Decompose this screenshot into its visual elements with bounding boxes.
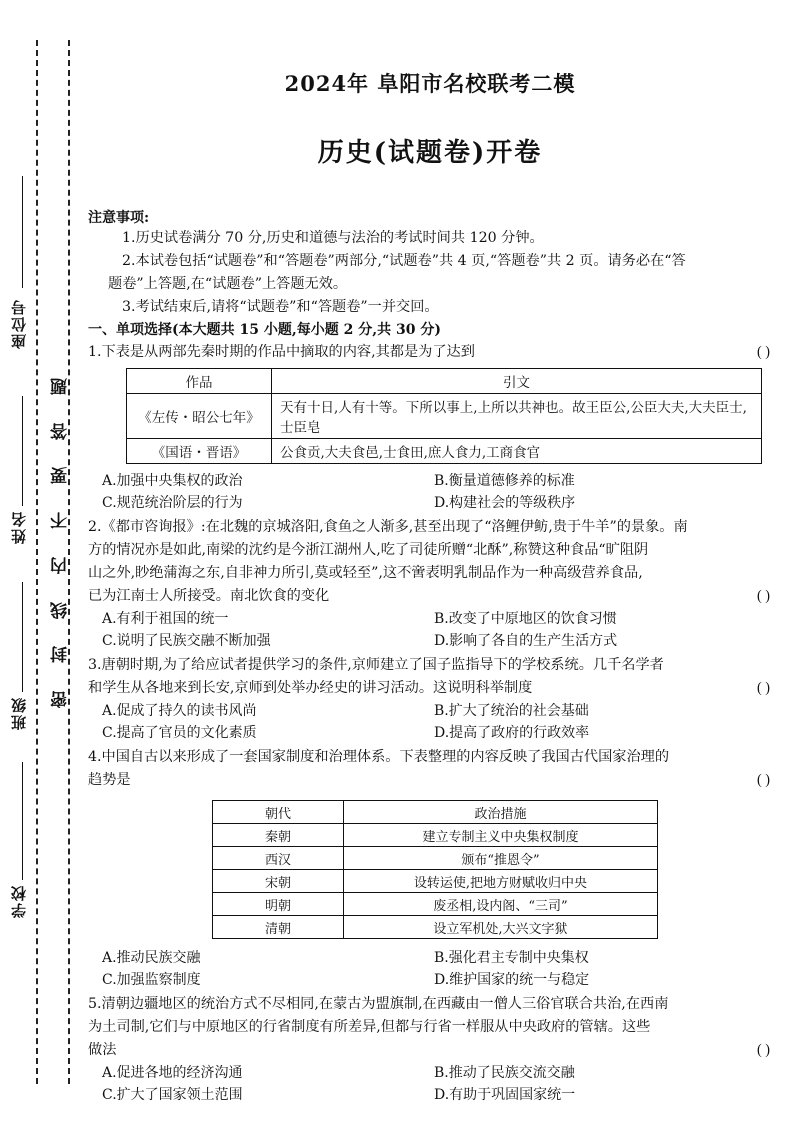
answer-paren: ( ): [757, 680, 770, 696]
option-d: D.构建社会的等级秩序: [434, 495, 576, 511]
table-cell-dynasty: 秦朝: [213, 824, 344, 847]
class-label: 班级: [10, 696, 28, 730]
table-cell-work: 《国语・晋语》: [127, 439, 272, 464]
note-item: 2.本试卷包括“试题卷”和“答题卷”两部分,“试题卷”共 4 页,“答题卷”共 2 页。请务必在“答: [122, 253, 686, 269]
option-c: C.说明了民族交融不断加强: [102, 633, 271, 649]
table-cell-measure: 设转运使,把地方财赋收归中央: [344, 870, 658, 893]
question-2-stem-end: [88, 585, 772, 608]
seal-char: 要: [51, 467, 71, 485]
question-text: 1.下表是从两部先秦时期的作品中摘取的内容,其都是为了达到: [88, 344, 475, 360]
option-d: D.有助于巩固国家统一: [434, 1087, 576, 1103]
question-5-stem-end: [88, 1039, 772, 1062]
seal-line-notice: [48, 378, 73, 708]
question-3-line: 3.唐朝时期,为了给应试者提供学习的条件,京师建立了国子监指导下的学校系统。几千名学者: [88, 657, 664, 673]
option-c: C.提高了官员的文化素质: [102, 725, 257, 741]
option-c: C.加强监察制度: [102, 972, 201, 988]
option-c: C.规范统治阶层的行为: [102, 495, 243, 511]
question-5-options: [102, 1062, 772, 1106]
answer-paren: ( ): [757, 588, 770, 604]
question-4-table: [212, 800, 658, 939]
section-heading: 一、单项选择(本大题共 15 小题,每小题 2 分,共 30 分): [88, 322, 441, 338]
seal-char: 封: [51, 646, 71, 664]
seal-char: 不: [51, 512, 71, 530]
note-item: 3.考试结束后,请将“试题卷”和“答题卷”一并交回。: [122, 299, 439, 315]
table-row: [213, 847, 658, 870]
question-1-options: [102, 470, 772, 514]
question-2-line: 山之外,眇绝蒲海之东,自非神力所引,莫或轻至”,这不啻表明乳制品作为一种高级营养食品,: [88, 565, 643, 581]
question-text: 和学生从各地来到长安,京师到处举办经史的讲习活动。这说明科举制度: [88, 680, 533, 696]
table-cell-quote: 天有十日,人有十等。下所以事上,上所以共神也。故王臣公,公臣大夫,大夫臣士,士臣皂: [272, 394, 762, 439]
note-item-continued: 题卷”上答题,在“试题卷”上答题无效。: [108, 276, 348, 292]
question-4-stem-end: [88, 769, 772, 792]
seal-char: 密: [51, 691, 71, 708]
table-row: [213, 870, 658, 893]
seat-number-blank: [22, 176, 23, 288]
option-d: D.维护国家的统一与稳定: [434, 972, 590, 988]
question-1-table: [126, 368, 762, 464]
option-c: C.扩大了国家领土范围: [102, 1087, 243, 1103]
table-cell-measure: 建立专制主义中央集权制度: [344, 824, 658, 847]
table-cell-dynasty: 宋朝: [213, 870, 344, 893]
seal-char: 题: [51, 378, 71, 396]
option-b: B.扩大了统治的社会基础: [434, 703, 589, 719]
option-b: B.改变了中原地区的饮食习惯: [434, 611, 617, 627]
option-a: A.促成了持久的读书风尚: [102, 703, 257, 719]
seal-char: 答: [51, 422, 71, 440]
option-d: D.影响了各自的生产生活方式: [434, 633, 618, 649]
table-header: 政治措施: [344, 801, 658, 824]
name-blank: [22, 396, 23, 506]
table-cell-quote: 公食贡,大夫食邑,士食田,庶人食力,工商食官: [272, 439, 762, 464]
question-text: 已为江南士人所接受。南北饮食的变化: [88, 588, 330, 604]
table-row: [127, 394, 762, 439]
table-cell-dynasty: 明朝: [213, 893, 344, 916]
question-4-line: 4.中国自古以来形成了一套国家制度和治理体系。下表整理的内容反映了我国古代国家治理的: [88, 749, 670, 765]
question-text: 做法: [88, 1042, 117, 1058]
seat-number-label: 座位号: [10, 298, 28, 349]
exam-title: 2024年 阜阳市名校联考二模: [284, 71, 576, 96]
table-header: 作品: [127, 369, 272, 394]
school-label: 学校: [10, 884, 28, 918]
option-d: D.提高了政府的行政效率: [434, 725, 590, 741]
table-cell-measure: 设立军机处,大兴文字狱: [344, 916, 658, 939]
table-cell-dynasty: 清朝: [213, 916, 344, 939]
answer-paren: ( ): [757, 1042, 770, 1058]
question-2-line: 2.《都市咨询报》:在北魏的京城洛阳,食鱼之人渐多,甚至出现了“洛鲤伊鲂,贵于牛羊”的景象。南: [88, 519, 688, 535]
question-5-line: 为土司制,它们与中原地区的行省制度有所差异,但都与行省一样服从中央政府的管辖。这些: [88, 1019, 651, 1035]
table-row: [127, 439, 762, 464]
table-header: 朝代: [213, 801, 344, 824]
exam-page-content: [88, 60, 772, 1108]
option-a: A.有利于祖国的统一: [102, 611, 229, 627]
option-b: B.强化君主专制中央集权: [434, 950, 589, 966]
table-cell-measure: 废丞相,设内阁、“三司”: [344, 893, 658, 916]
question-1-stem: [88, 341, 772, 364]
answer-paren: ( ): [757, 772, 770, 788]
question-text: 趋势是: [88, 772, 131, 788]
notes-title: 注意事项:: [88, 210, 150, 226]
option-b: B.衡量道德修养的标准: [434, 473, 575, 489]
question-2-line: 方的情况亦是如此,南梁的沈约是今浙江湖州人,吃了司徒所赠“北酥”,称赞这种食品“旷阻阴: [88, 542, 649, 558]
option-a: A.加强中央集权的政治: [102, 473, 243, 489]
question-5-line: 5.清朝边疆地区的统治方式不尽相同,在蒙古为盟旗制,在西藏由一僧人三俗官联合共治,在西南: [88, 996, 669, 1012]
question-2-options: [102, 608, 772, 652]
answer-paren: ( ): [757, 344, 770, 360]
option-a: A.促进各地的经济沟通: [102, 1065, 243, 1081]
note-item: 1.历史试卷满分 70 分,历史和道德与法治的考试时间共 120 分钟。: [122, 230, 544, 246]
option-a: A.推动民族交融: [102, 950, 201, 966]
question-3-stem-end: [88, 677, 772, 700]
subject-title: 历史(试题卷)开卷: [317, 138, 543, 168]
table-cell-measure: 颁布“推恩令”: [344, 847, 658, 870]
table-row: [213, 824, 658, 847]
table-header: 引文: [272, 369, 762, 394]
question-3-options: [102, 700, 772, 744]
table-row: [213, 916, 658, 939]
question-4-options: [102, 947, 772, 991]
table-cell-dynasty: 西汉: [213, 847, 344, 870]
school-blank: [22, 762, 23, 880]
binding-dashed-line-outer: [36, 40, 38, 1084]
table-row: [213, 893, 658, 916]
name-label: 姓名: [10, 510, 28, 544]
class-blank: [22, 582, 23, 692]
table-cell-work: 《左传・昭公七年》: [127, 394, 272, 439]
seal-char: 线: [51, 601, 71, 619]
seal-char: 内: [51, 556, 71, 574]
option-b: B.推动了民族交流交融: [434, 1065, 575, 1081]
